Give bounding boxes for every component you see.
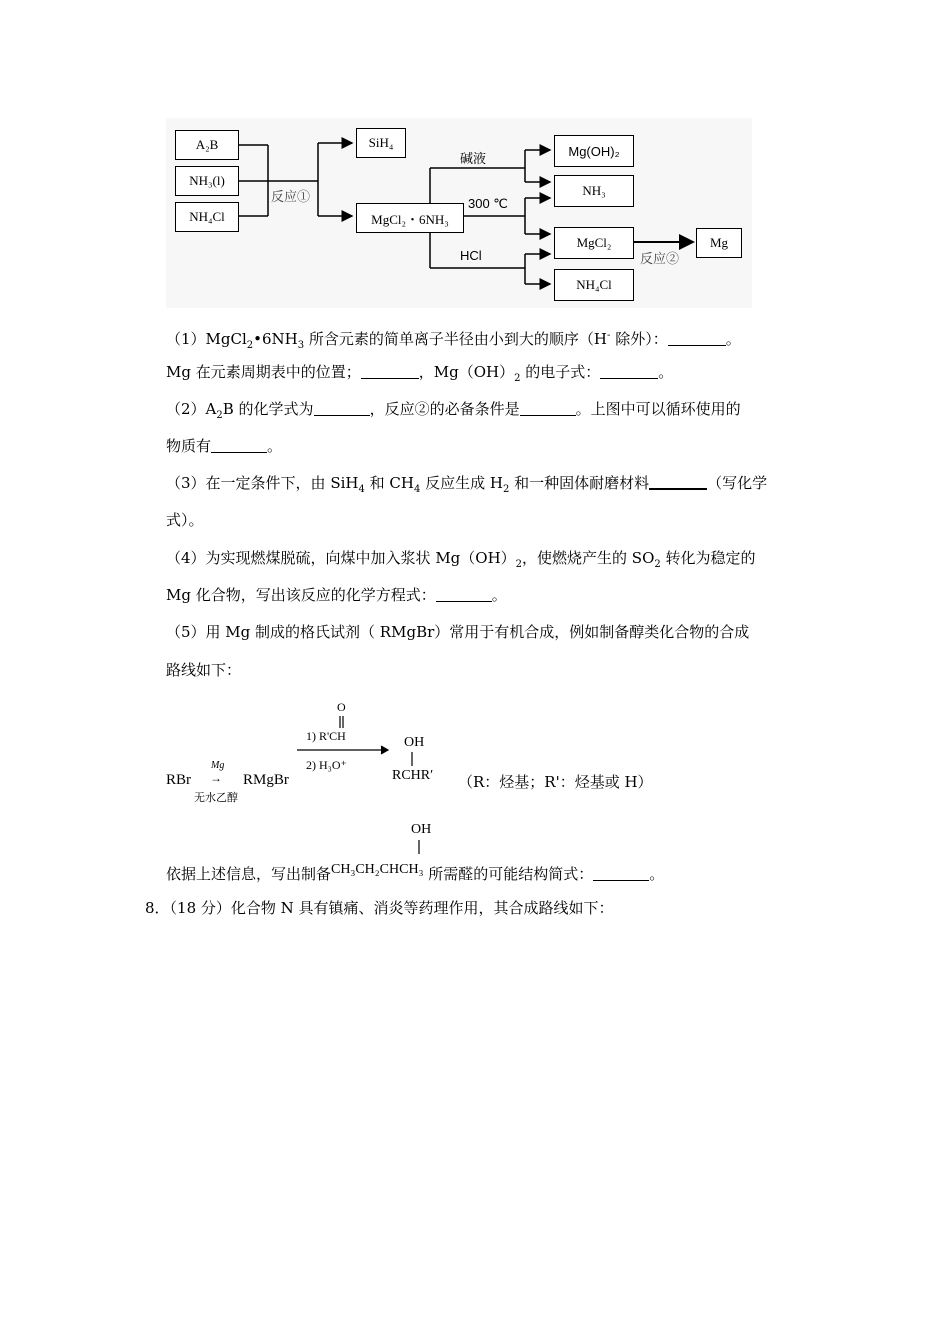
q5-ask: 依据上述信息，写出制备CH₃CH₂CHCH₃ 所需醛的可能结构简式： 。	[166, 862, 665, 883]
hcl-label: HCl	[460, 248, 482, 263]
reaction1-label: 反应①	[271, 189, 311, 204]
box-nh3-product: NH₃	[554, 175, 634, 207]
q5-note: （R：烃基；R'：烃基或 H）	[458, 773, 653, 791]
target-formula: CH₃CH₂CHCH₃	[331, 862, 424, 877]
box-a2b: A₂B	[175, 130, 239, 160]
q4-line2: Mg 化合物，写出该反应的化学方程式： 。	[166, 586, 507, 604]
q5-line2: 路线如下：	[166, 661, 242, 679]
mg-reagent: Mg	[211, 760, 225, 771]
rmgbr-label: RMgBr	[243, 772, 289, 788]
q5-blank[interactable]	[593, 866, 649, 881]
q5-line1: （5）用 Mg 制成的格氏试剂（ RMgBr）常用于有机合成，例如制备醇类化合物的合成	[166, 623, 750, 641]
box-mgoh2: Mg(OH)₂	[554, 135, 634, 167]
q3-line1: （3）在一定条件下，由 SiH$_4$ 和 $CH_4$ 反应生成 $H_2$ 和一种固体耐磨材料 （写化学	[166, 474, 768, 495]
small-arrow: →	[210, 771, 222, 785]
box-nh4cl-input: NH₄Cl	[175, 202, 239, 232]
rbr-label: RBr	[166, 772, 192, 788]
reaction2-label: 反应②	[640, 251, 680, 266]
solvent-label: 无水乙醇	[194, 792, 238, 804]
step1-reagent: 1) R'CH	[306, 729, 346, 743]
box-mgcl2-6nh3: MgCl₂・6NH₃	[356, 203, 464, 233]
box-mg: Mg	[696, 228, 742, 258]
q2-line1: $(2)A_2B$ 的化学式为 ，反应②的必备条件是 。上图中可以循环使用的	[166, 400, 741, 421]
q3-line2: 式）。	[166, 511, 204, 529]
alkali-label: 碱液	[460, 151, 487, 166]
box-nh3-liquid: NH₃(l)	[175, 166, 239, 196]
product-oh: OH	[404, 735, 425, 750]
step2-reagent: 2) H₃O⁺	[306, 758, 347, 772]
q4-line1: （4）为实现燃煤脱硫，向煤中加入浆状 $Mg(OH)_2$，使燃烧产生的 $SO_2$ 转化为稳定的	[166, 549, 756, 570]
temperature-label: 300 ℃	[468, 196, 508, 211]
q8-text: 8．（18 分）化合物 N 具有镇痛、消炎等药理作用，其合成路线如下：	[145, 899, 614, 917]
q2-line2: 物质有 。	[166, 437, 283, 455]
carbonyl-o: O	[337, 700, 346, 714]
q1-line1: $(1)MgCl_2•6NH_3$ 所含元素的简单离子半径由小到大的顺序（H- 除外）： 。	[166, 330, 741, 351]
box-sih4: SiH₄	[356, 128, 406, 158]
box-nh4cl-product: NH₄Cl	[554, 269, 634, 301]
box-mgcl2: MgCl₂	[554, 227, 634, 259]
q1-line2: Mg 在元素周期表中的位置； ，$Mg(OH)_2$ 的电子式： 。	[166, 363, 674, 384]
target-oh: OH	[411, 822, 432, 837]
product-formula: RCHR′	[392, 768, 434, 783]
